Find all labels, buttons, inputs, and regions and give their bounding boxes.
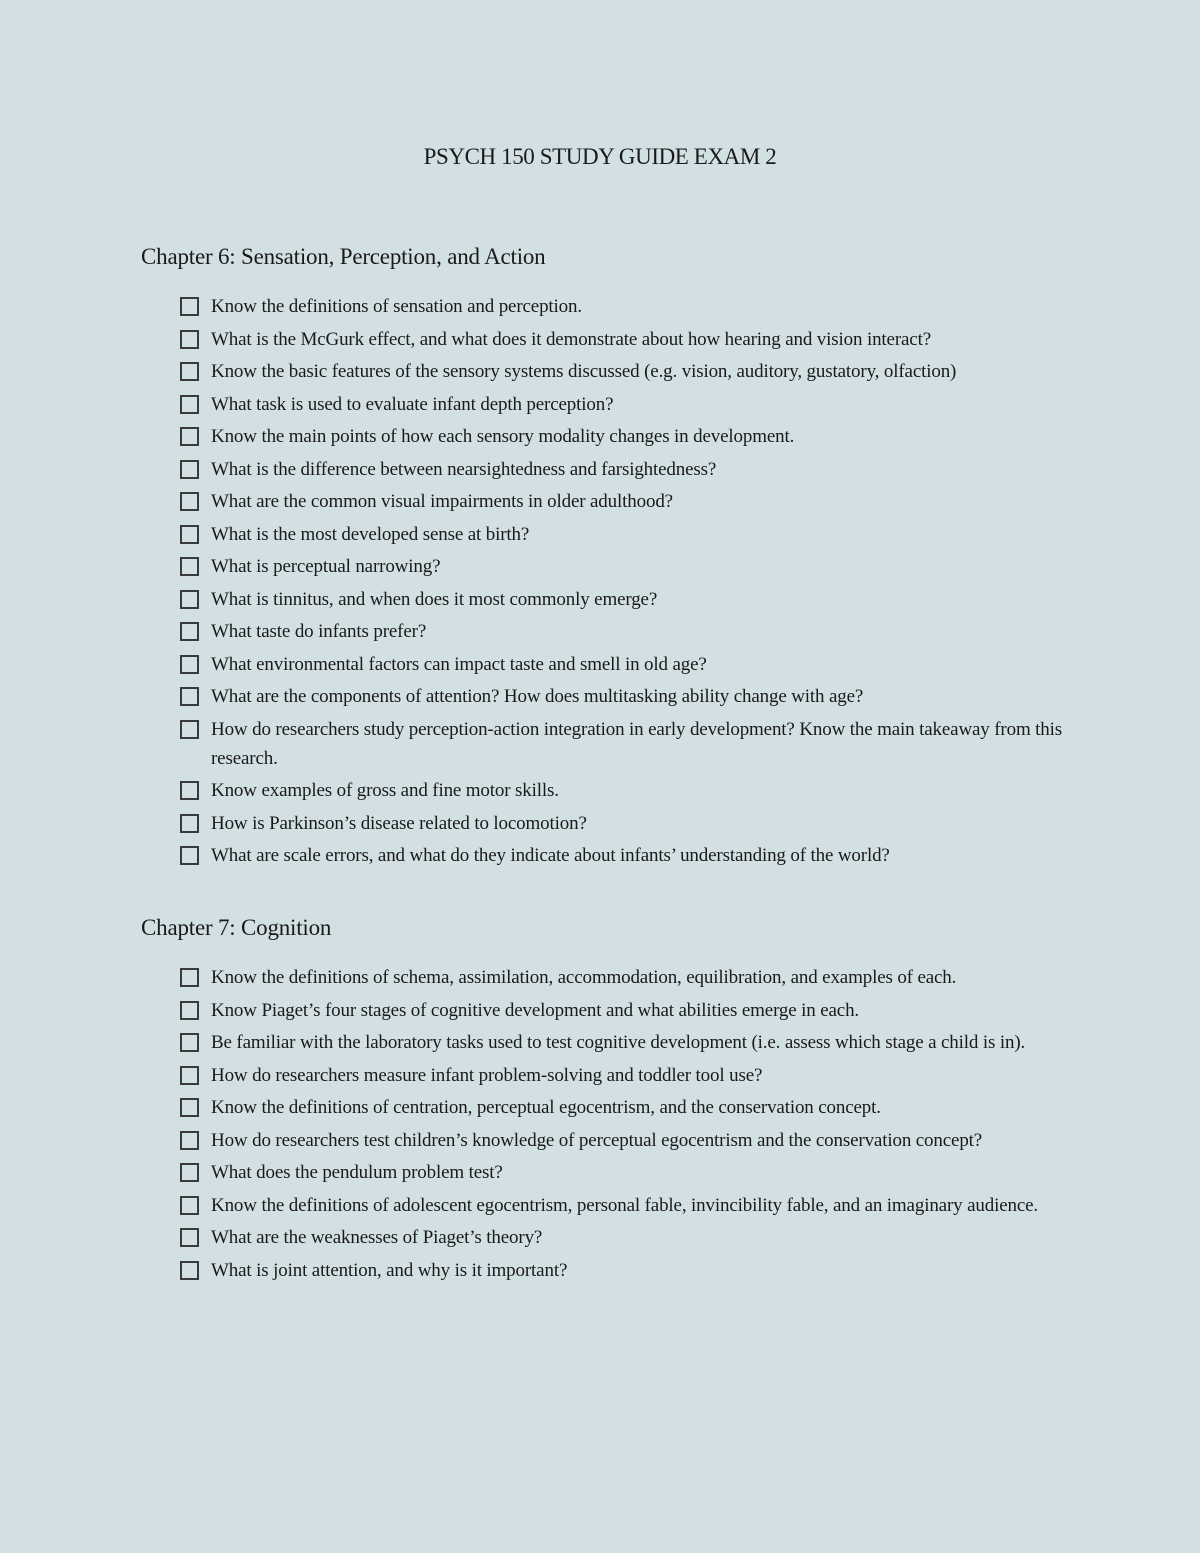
checklist-item xyxy=(0,390,1071,419)
checklist-item xyxy=(0,325,1071,354)
checklist-item xyxy=(0,357,1071,386)
checkbox[interactable] xyxy=(180,362,199,381)
checklist-item-text: How do researchers test children’s knowledge of perceptual egocentrism and the conservation concept? xyxy=(211,1129,983,1151)
checkbox[interactable] xyxy=(180,1066,199,1085)
checklist-item-text: How do researchers measure infant problem-solving and toddler tool use? xyxy=(211,1064,763,1086)
checkbox[interactable] xyxy=(180,1098,199,1117)
checkbox[interactable] xyxy=(180,687,199,706)
checklist-item-text: What is joint attention, and why is it important? xyxy=(211,1259,568,1281)
checkbox[interactable] xyxy=(180,968,199,987)
checklist-item xyxy=(0,1061,1071,1090)
checkbox[interactable] xyxy=(180,1228,199,1247)
checkbox[interactable] xyxy=(180,427,199,446)
checklist-item-text: What environmental factors can impact taste and smell in old age? xyxy=(211,653,707,675)
checklist-item xyxy=(0,841,1071,870)
checkbox[interactable] xyxy=(180,590,199,609)
checklist-item-text: Be familiar with the laboratory tasks used to test cognitive development (i.e. assess which stage a child is in). xyxy=(211,1032,1026,1053)
chapter-6-checklist xyxy=(0,292,1200,874)
checklist-item-text: How do researchers study perception-action integration in early development? Know the main takeaway from this research. xyxy=(211,718,1063,769)
checklist-item xyxy=(0,585,1071,614)
checklist-item xyxy=(0,715,1071,773)
checklist-item xyxy=(0,455,1071,484)
checklist-item xyxy=(0,552,1071,581)
checklist-item xyxy=(0,682,1071,711)
checklist-item-text: What taste do infants prefer? xyxy=(211,621,427,642)
checklist-item xyxy=(0,487,1071,516)
chapter-7-heading: Chapter 7: Cognition xyxy=(141,915,332,940)
checkbox[interactable] xyxy=(180,1261,199,1280)
checklist-item-text: What are the weaknesses of Piaget’s theory? xyxy=(211,1227,543,1248)
checklist-item-text: What is tinnitus, and when does it most commonly emerge? xyxy=(211,588,658,610)
checklist-item-text: Know the main points of how each sensory modality changes in development. xyxy=(211,426,795,447)
checkbox[interactable] xyxy=(180,1163,199,1182)
checkbox[interactable] xyxy=(180,525,199,544)
checklist-item xyxy=(0,809,1071,838)
checklist-item xyxy=(0,292,1071,321)
checklist-item-text: Know the definitions of sensation and perception. xyxy=(211,296,582,317)
checkbox[interactable] xyxy=(180,720,199,739)
checkbox[interactable] xyxy=(180,492,199,511)
checklist-item xyxy=(0,1191,1071,1220)
checkbox[interactable] xyxy=(180,460,199,479)
checkbox[interactable] xyxy=(180,330,199,349)
checklist-item-text: How is Parkinson’s disease related to locomotion? xyxy=(211,812,587,834)
checkbox[interactable] xyxy=(180,814,199,833)
document-title: PSYCH 150 STUDY GUIDE EXAM 2 xyxy=(423,144,777,169)
checklist-item-text: Know Piaget’s four stages of cognitive development and what abilities emerge in each. xyxy=(211,999,860,1021)
checklist-item-text: What is perceptual narrowing? xyxy=(211,556,441,577)
checkbox[interactable] xyxy=(180,297,199,316)
checklist-item xyxy=(0,650,1071,679)
checkbox[interactable] xyxy=(180,655,199,674)
checklist-item-text: Know the definitions of schema, assimilation, accommodation, equilibration, and examples of each. xyxy=(211,967,957,988)
checklist-item-text: What is the difference between nearsightedness and farsightedness? xyxy=(211,458,717,480)
checklist-item-text: What task is used to evaluate infant depth perception? xyxy=(211,393,614,415)
checklist-item-text: What are scale errors, and what do they indicate about infants’ understanding of the world? xyxy=(211,845,890,866)
checklist-item-text: What does the pendulum problem test? xyxy=(211,1162,503,1183)
checklist-item xyxy=(0,963,1071,992)
checklist-item-text: Know the basic features of the sensory systems discussed (e.g. vision, auditory, gustatory, olfaction) xyxy=(211,361,957,382)
checkbox[interactable] xyxy=(180,846,199,865)
checklist-item xyxy=(0,1158,1071,1187)
checklist-item-text: What are the components of attention? How does multitasking ability change with age? xyxy=(211,686,864,707)
checklist-item-text: Know examples of gross and fine motor skills. xyxy=(211,780,559,801)
checklist-item xyxy=(0,1256,1071,1285)
checkbox[interactable] xyxy=(180,1001,199,1020)
checklist-item xyxy=(0,617,1071,646)
checklist-item xyxy=(0,422,1071,451)
checkbox[interactable] xyxy=(180,1196,199,1215)
checklist-item xyxy=(0,1093,1071,1122)
chapter-7-checklist xyxy=(0,963,1200,1288)
checklist-item xyxy=(0,1126,1071,1155)
checkbox[interactable] xyxy=(180,622,199,641)
checkbox[interactable] xyxy=(180,1033,199,1052)
checklist-item-text: Know the definitions of centration, perceptual egocentrism, and the conservation concept. xyxy=(211,1097,881,1118)
checklist-item-text: What is the McGurk effect, and what does it demonstrate about how hearing and vision interact? xyxy=(211,328,931,350)
checklist-item-text: What is the most developed sense at birth? xyxy=(211,523,530,545)
checkbox[interactable] xyxy=(180,557,199,576)
checklist-item xyxy=(0,776,1071,805)
chapter-6-heading: Chapter 6: Sensation, Perception, and Action xyxy=(141,244,546,269)
checklist-item xyxy=(0,1223,1071,1252)
checklist-item-text: Know the definitions of adolescent egocentrism, personal fable, invincibility fable, and an imaginary audience. xyxy=(211,1194,1038,1216)
checklist-item-text: What are the common visual impairments in older adulthood? xyxy=(211,491,673,512)
checkbox[interactable] xyxy=(180,1131,199,1150)
checklist-item xyxy=(0,1028,1071,1057)
checkbox[interactable] xyxy=(180,395,199,414)
checklist-item xyxy=(0,520,1071,549)
checkbox[interactable] xyxy=(180,781,199,800)
checklist-item xyxy=(0,996,1071,1025)
